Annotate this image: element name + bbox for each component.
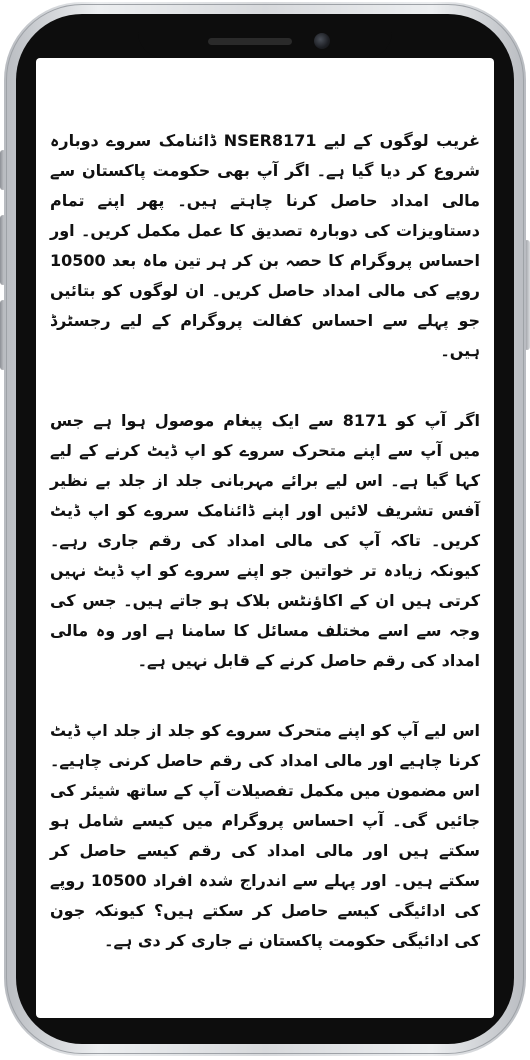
phone-screen xyxy=(36,58,494,1018)
article-body xyxy=(50,126,480,996)
phone-notch xyxy=(138,14,392,58)
article-paragraph-2: اگر آپ کو 8171 سے ایک پیغام موصول ہوا ہے جس میں آپ سے اپنے متحرک سروے کو اپ ڈیٹ کرنے کے لیے کہا گیا ہے۔ اس لیے برائے مہربانی جلد از جلد بے نظیر آفس تشریف لائیں اور اپنے ڈائنامک سروے کو اپ ڈیٹ کریں۔ تاکہ آپ کی مالی امداد کی رقم جاری رہے۔ کیونکہ زیادہ تر خواتین جو اپنے سروے کو اپ ڈیٹ نہیں کرتی ہیں ان کے اکاؤنٹس بلاک ہو جاتے ہیں۔ جس کی وجہ سے اسے مختلف مسائل کا سامنا ہے اور وہ مالی امداد کی رقم حاصل کرنے کے قابل نہیں ہے۔ xyxy=(50,411,480,670)
front-camera-icon xyxy=(314,33,330,49)
article-paragraph-3: اس لیے آپ کو اپنے متحرک سروے کو جلد از جلد اپ ڈیٹ کرنا چاہیے اور مالی امداد کی رقم حاصل کرنی چاہیے۔ اس مضمون میں مکمل تفصیلات آپ کے ساتھ شیئر کی جائیں گی۔ آپ احساس پروگرام میں کیسے شامل ہو سکتے ہیں اور مالی امداد کی رقم کیسے حاصل کر سکتے ہیں۔ اور پہلے سے اندراج شدہ افراد 10500 روپے کی ادائیگی کیسے حاصل کر سکتے ہیں؟ کیونکہ جون کی ادائیگی حکومت پاکستان نے جاری کر دی ہے۔ xyxy=(50,721,481,950)
speaker-grille xyxy=(208,38,292,45)
article-paragraph-1: غریب لوگوں کے لیے NSER8171 ڈائنامک سروے دوبارہ شروع کر دیا گیا ہے۔ اگر آپ بھی حکومت پاکستان سے مالی امداد حاصل کرنا چاہتے ہیں۔ پھر اپنے تمام دستاویزات کی دوبارہ تصدیق کا عمل مکمل کریں۔ اور احساس پروگرام کا حصہ بن کر ہر تین ماہ بعد 10500 روپے کی مالی امداد حاصل کریں۔ ان لوگوں کو بتائیں جو پہلے سے احساس کفالت پروگرام کے لیے رجسٹرڈ ہیں۔ xyxy=(50,131,481,360)
